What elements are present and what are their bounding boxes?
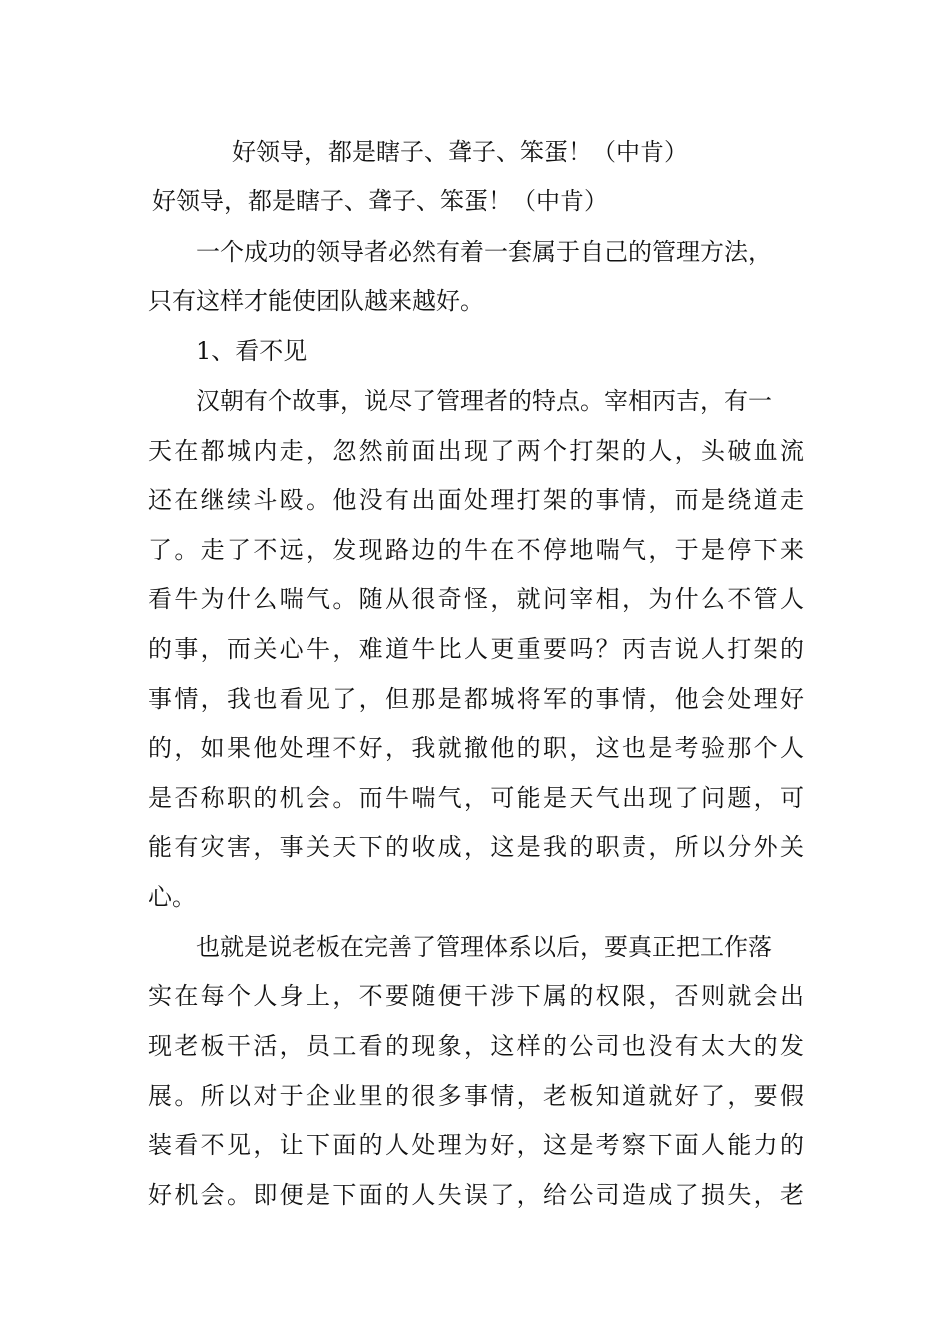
paragraph-line: 展。所以对于企业里的很多事情，老板知道就好了，要假: [148, 1082, 804, 1110]
paragraph-line: 是否称职的机会。而牛喘气，可能是天气出现了问题，可: [148, 784, 804, 812]
intro-line: 只有这样才能使团队越来越好。: [148, 287, 484, 315]
paragraph-line: 还在继续斗殴。他没有出面处理打架的事情，而是绕道走: [148, 486, 804, 514]
paragraph-line: 的事，而关心牛，难道牛比人更重要吗？丙吉说人打架的: [148, 635, 804, 663]
document-subtitle: 好领导，都是瞎子、聋子、笨蛋！（中肯）: [152, 187, 608, 215]
section-heading: 1、看不见: [196, 337, 308, 365]
paragraph-line: 事情，我也看见了，但那是都城将军的事情，他会处理好: [148, 685, 804, 713]
paragraph-line: 看牛为什么喘气。随从很奇怪，就问宰相，为什么不管人: [148, 585, 804, 613]
paragraph-line: 的，如果他处理不好，我就撤他的职，这也是考验那个人: [148, 734, 804, 762]
paragraph-line: 汉朝有个故事，说尽了管理者的特点。宰相丙吉，有一: [196, 387, 772, 415]
paragraph-line: 也就是说老板在完善了管理体系以后，要真正把工作落: [196, 933, 772, 961]
intro-line: 一个成功的领导者必然有着一套属于自己的管理方法，: [196, 238, 772, 266]
paragraph-line: 心。: [148, 883, 196, 911]
paragraph-line: 能有灾害，事关天下的收成，这是我的职责，所以分外关: [148, 833, 804, 861]
paragraph-line: 天在都城内走，忽然前面出现了两个打架的人，头破血流: [148, 437, 804, 465]
paragraph-line: 实在每个人身上，不要随便干涉下属的权限，否则就会出: [148, 982, 804, 1010]
paragraph-line: 好机会。即便是下面的人失误了，给公司造成了损失，老: [148, 1181, 804, 1209]
paragraph-line: 装看不见，让下面的人处理为好，这是考察下面人能力的: [148, 1131, 804, 1159]
document-title: 好领导，都是瞎子、聋子、笨蛋！（中肯）: [232, 138, 688, 166]
paragraph-line: 现老板干活，员工看的现象，这样的公司也没有太大的发: [148, 1032, 804, 1060]
paragraph-line: 了。走了不远，发现路边的牛在不停地喘气，于是停下来: [148, 536, 804, 564]
